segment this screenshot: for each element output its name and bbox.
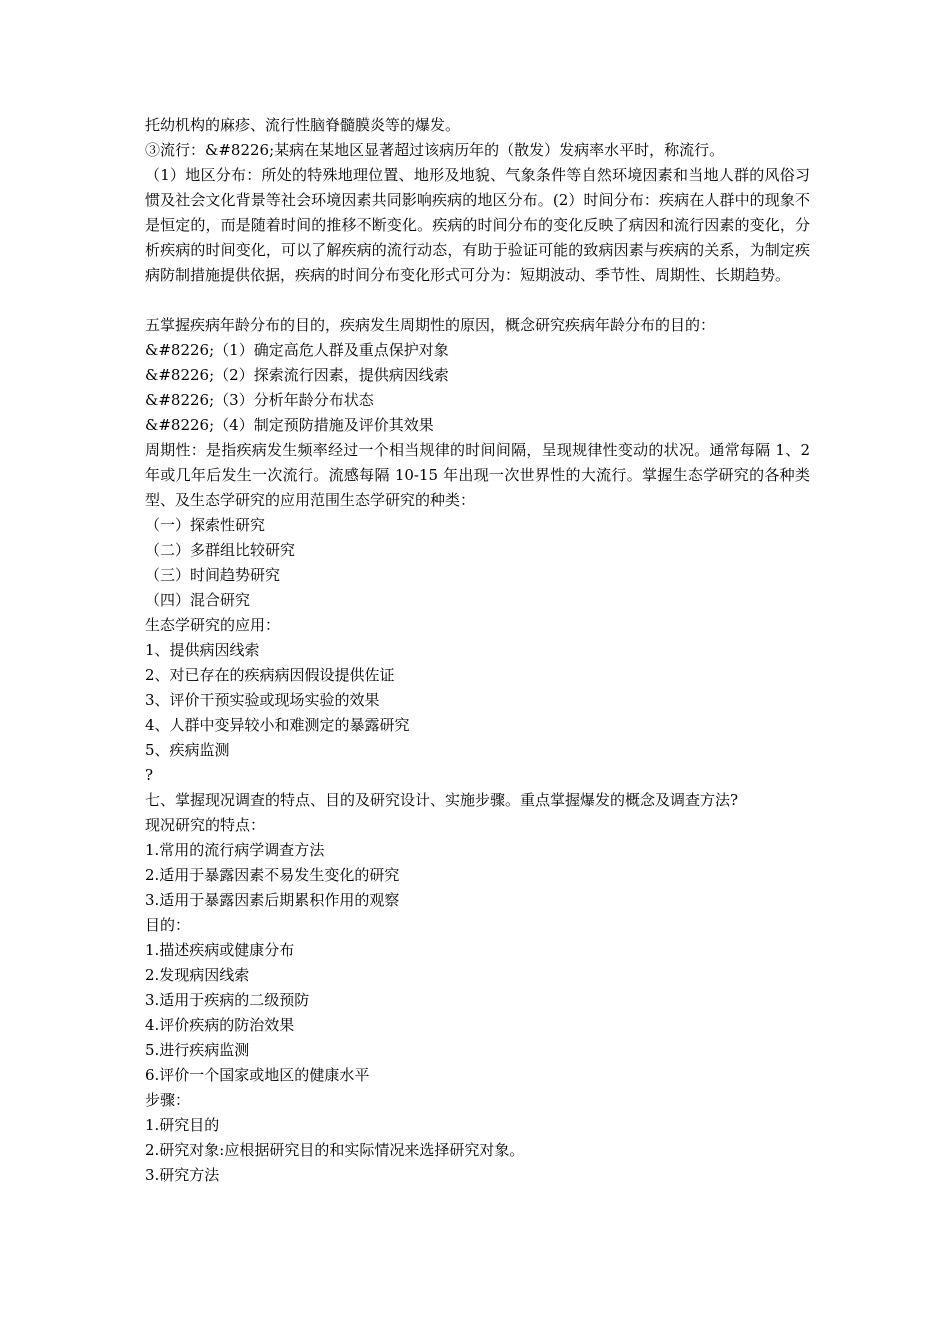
list-item: 1.描述疾病或健康分布 [145,941,295,959]
list-item: 6.评价一个国家或地区的健康水平 [145,1066,370,1084]
paragraph-distribution: （1）地区分布：所处的特殊地理位置、地形及地貌、气象条件等自然环境因素和当地人群的风俗习惯及社会文化背景等社会环境因素共同影响疾病的地区分布。(2）时间分布：疾病在人群中的现象不是恒定的，而是随着时间的推移不断变化。疾病的时间分布的变化反映了病因和流行因素的变化，分析疾病的时间变化，可以了解疾病的流行动态，有助于验证可能的致病因素与疾病的关系，为制定疾病防制措施提供依据，疾病的时间分布变化形式可分为：短期波动、季节性、周期性、长期趋势。 [145,166,810,284]
subheading: 现况研究的特点： [145,816,266,834]
blank-line [145,288,810,313]
list-item: 3.研究方法 [145,1166,220,1184]
list-item: 3.适用于疾病的二级预防 [145,991,310,1009]
section-heading: 五掌握疾病年龄分布的目的，疾病发生周期性的原因，概念研究疾病年龄分布的目的： [145,316,716,334]
list-item: 5.进行疾病监测 [145,1041,250,1059]
list-item: 3.适用于暴露因素后期累积作用的观察 [145,891,400,909]
list-item: 1.常用的流行病学调查方法 [145,841,325,859]
list-item: 2.发现病因线索 [145,966,250,984]
list-item: 5、疾病监测 [145,741,230,759]
list-item: &#8226;（3）分析年龄分布状态 [145,391,374,409]
text-line: ③流行：&#8226;某病在某地区显著超过该病历年的（散发）发病率水平时，称流行。 [145,141,725,159]
subheading: 目的： [145,916,191,934]
list-item: 4、人群中变异较小和难测定的暴露研究 [145,716,410,734]
text-line: 托幼机构的麻疹、流行性脑脊髓膜炎等的爆发。 [145,116,461,134]
list-item: 2.适用于暴露因素不易发生变化的研究 [145,866,400,884]
subheading: 步骤： [145,1091,191,1109]
list-item: 2.研究对象:应根据研究目的和实际情况来选择研究对象。 [145,1141,525,1159]
list-item: （二）多群组比较研究 [145,541,296,559]
list-item: （四）混合研究 [145,591,251,609]
list-item: （一）探索性研究 [145,516,266,534]
list-item: 4.评价疾病的防治效果 [145,1016,295,1034]
list-item: &#8226;（2）探索流行因素，提供病因线索 [145,366,449,384]
list-item: &#8226;（1）确定高危人群及重点保护对象 [145,341,449,359]
subheading: 生态学研究的应用： [145,616,281,634]
list-item: &#8226;（4）制定预防措施及评价其效果 [145,416,434,434]
section-heading: 七、掌握现况调查的特点、目的及研究设计、实施步骤。重点掌握爆发的概念及调查方法? [145,791,739,809]
list-item: 1、提供病因线索 [145,641,260,659]
stray-question-mark: ? [145,766,154,784]
paragraph-periodicity: 周期性：是指疾病发生频率经过一个相当规律的时间间隔，呈现规律性变动的状况。通常每隔 1、2 年或几年后发生一次流行。流感每隔 10-15 年出现一次世界性的大流行。掌握生态学研究的各种类型、及生态学研究的应用范围生态学研究的种类： [145,441,810,509]
document-body [145,113,810,1188]
list-item: 2、对已存在的疾病病因假设提供佐证 [145,666,395,684]
list-item: 1.研究目的 [145,1116,220,1134]
list-item: （三）时间趋势研究 [145,566,281,584]
list-item: 3、评价干预实验或现场实验的效果 [145,691,380,709]
